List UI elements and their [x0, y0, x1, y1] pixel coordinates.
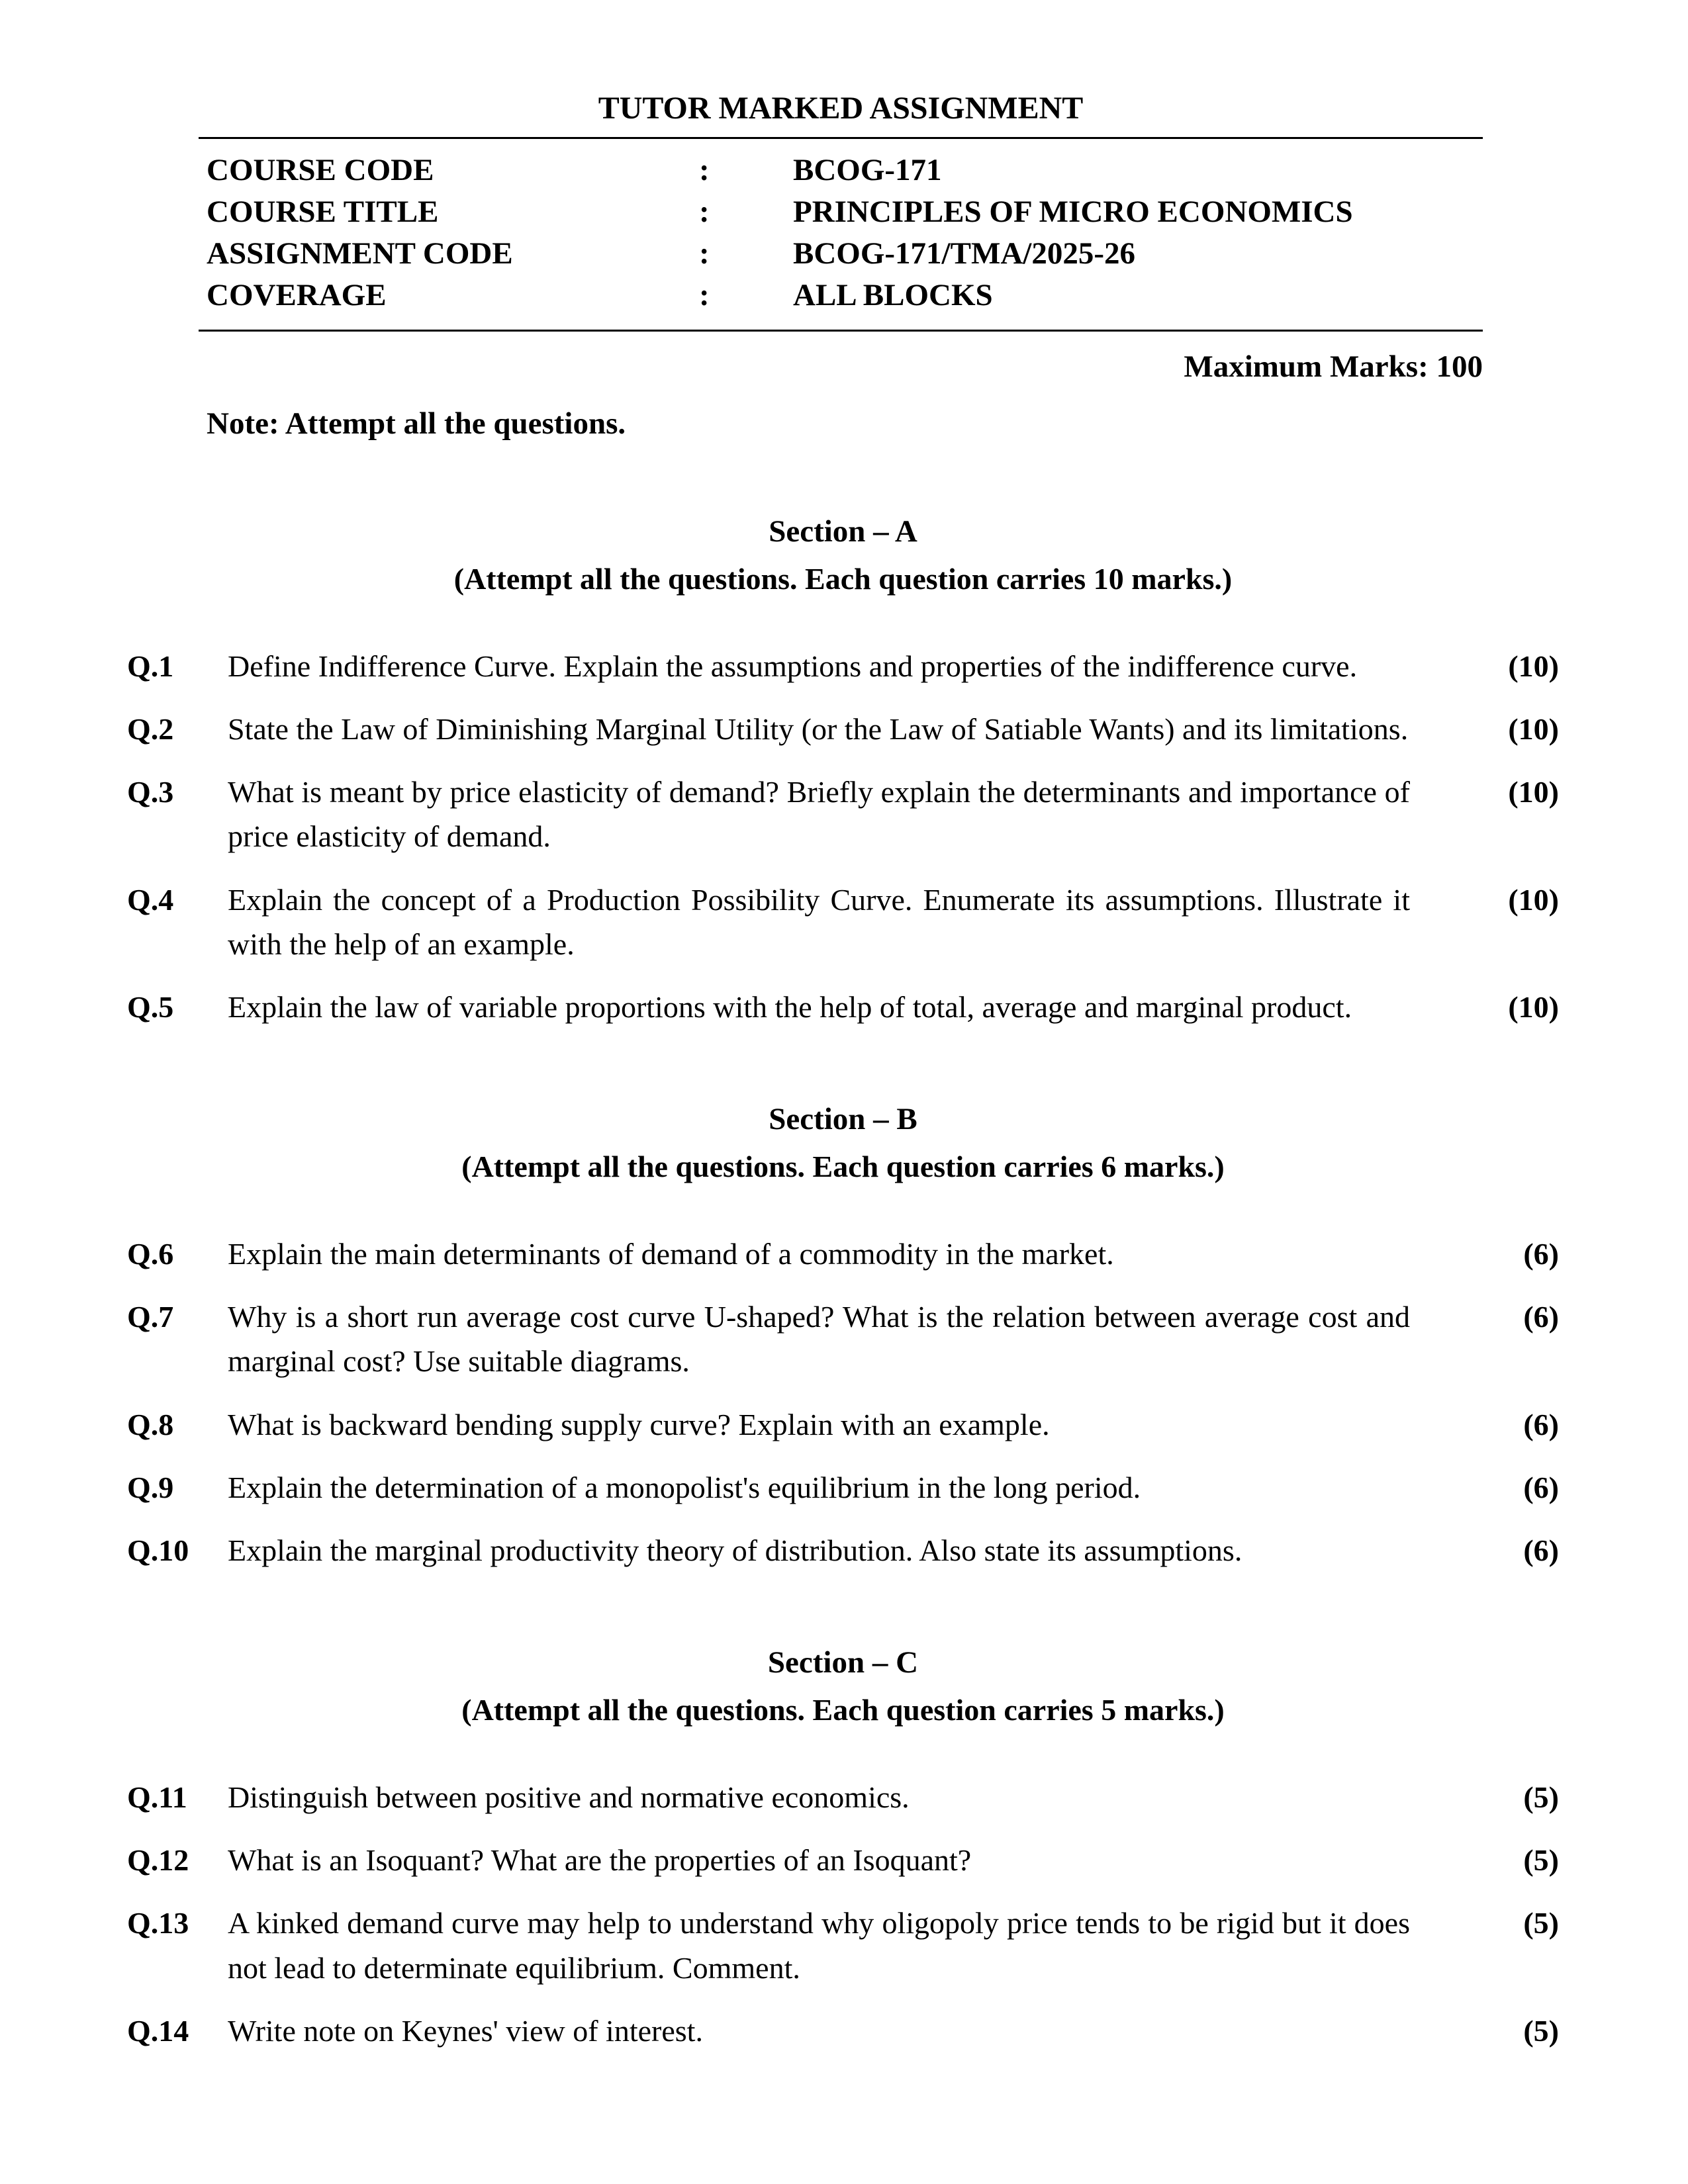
question-13-marks: (5) [1523, 1906, 1559, 1940]
question-7-text: Why is a short run average cost curve U-shaped? What is the relation between average cost and marginal cost? Use suitable diagrams. [228, 1300, 1410, 1379]
section-a [127, 513, 1559, 1029]
course-title-label: COURSE TITLE [207, 195, 439, 229]
question-1-marks: (10) [1508, 649, 1559, 683]
question-5 [127, 985, 1559, 1029]
section-a-title: Section – A [769, 514, 917, 549]
question-2-marks: (10) [1508, 712, 1559, 747]
assignment-code-separator: : [699, 236, 710, 271]
section-c-questions [127, 1775, 1559, 2053]
question-14-text: Write note on Keynes' view of interest. [228, 2013, 703, 2048]
question-10-number: Q.10 [127, 1533, 189, 1567]
attempt-note: Note: Attempt all the questions. [207, 406, 626, 441]
assignment-code-value: BCOG-171/TMA/2025-26 [793, 236, 1135, 271]
question-10-marks: (6) [1523, 1533, 1559, 1567]
course-code-separator: : [699, 153, 710, 187]
question-11 [127, 1775, 1559, 1819]
question-6-number: Q.6 [127, 1237, 174, 1271]
question-2-number: Q.2 [127, 712, 174, 747]
question-1-text: Define Indifference Curve. Explain the assumptions and properties of the indifference curve. [228, 649, 1358, 683]
question-6 [127, 1232, 1559, 1276]
question-11-text: Distinguish between positive and normative economics. [228, 1780, 910, 1815]
coverage-row [207, 275, 1483, 316]
question-3-text: What is meant by price elasticity of demand? Briefly explain the determinants and importance of price elasticity of demand. [228, 775, 1410, 854]
section-a-questions [127, 644, 1559, 1029]
question-9-number: Q.9 [127, 1470, 174, 1504]
assignment-code-row [207, 233, 1483, 275]
question-14-marks: (5) [1523, 2013, 1559, 2048]
course-title-separator: : [699, 195, 710, 229]
section-c-subtitle: (Attempt all the questions. Each question carries 5 marks.) [461, 1693, 1225, 1727]
question-1 [127, 644, 1559, 688]
question-9 [127, 1465, 1559, 1510]
question-4-text: Explain the concept of a Production Possibility Curve. Enumerate its assumptions. Illustrate it with the help of an example. [228, 882, 1410, 961]
question-14-number: Q.14 [127, 2013, 189, 2048]
question-8-text: What is backward bending supply curve? Explain with an example. [228, 1407, 1050, 1441]
question-4-marks: (10) [1508, 882, 1559, 917]
question-4-number: Q.4 [127, 882, 174, 917]
coverage-value: ALL BLOCKS [793, 278, 993, 312]
question-3-number: Q.3 [127, 775, 174, 809]
header-block [199, 89, 1483, 385]
question-3-marks: (10) [1508, 775, 1559, 809]
coverage-separator: : [699, 278, 710, 312]
course-title-value: PRINCIPLES OF MICRO ECONOMICS [793, 195, 1353, 229]
section-b-subtitle: (Attempt all the questions. Each question carries 6 marks.) [461, 1150, 1225, 1184]
coverage-label: COVERAGE [207, 278, 387, 312]
question-8 [127, 1402, 1559, 1447]
assignment-code-label: ASSIGNMENT CODE [207, 236, 513, 271]
question-11-marks: (5) [1523, 1780, 1559, 1815]
question-9-marks: (6) [1523, 1470, 1559, 1504]
course-info-table [199, 139, 1483, 330]
section-c [127, 1644, 1559, 2053]
question-7-number: Q.7 [127, 1300, 174, 1334]
section-b-title: Section – B [769, 1102, 917, 1137]
maximum-marks: Maximum Marks: 100 [1184, 349, 1483, 384]
question-2 [127, 707, 1559, 751]
question-12-text: What is an Isoquant? What are the properties of an Isoquant? [228, 1843, 972, 1878]
question-13 [127, 1901, 1559, 1989]
document-title: TUTOR MARKED ASSIGNMENT [598, 91, 1084, 126]
question-10-text: Explain the marginal productivity theory of distribution. Also state its assumptions. [228, 1533, 1243, 1567]
section-b [127, 1101, 1559, 1572]
question-12 [127, 1838, 1559, 1882]
course-code-row [207, 150, 1483, 191]
question-6-text: Explain the main determinants of demand of a commodity in the market. [228, 1237, 1114, 1271]
question-11-number: Q.11 [127, 1780, 187, 1815]
question-12-marks: (5) [1523, 1843, 1559, 1878]
question-5-marks: (10) [1508, 989, 1559, 1024]
section-b-questions [127, 1232, 1559, 1572]
course-code-label: COURSE CODE [207, 153, 434, 187]
question-9-text: Explain the determination of a monopolist's equilibrium in the long period. [228, 1470, 1141, 1504]
question-6-marks: (6) [1523, 1237, 1559, 1271]
section-a-subtitle: (Attempt all the questions. Each question carries 10 marks.) [453, 562, 1233, 596]
question-13-number: Q.13 [127, 1906, 189, 1940]
question-1-number: Q.1 [127, 649, 174, 683]
question-2-text: State the Law of Diminishing Marginal Utility (or the Law of Satiable Wants) and its limitations. [228, 712, 1409, 747]
course-title-row [207, 191, 1483, 233]
section-c-title: Section – C [767, 1645, 919, 1680]
question-8-number: Q.8 [127, 1407, 174, 1441]
course-code-value: BCOG-171 [793, 153, 942, 187]
question-10 [127, 1528, 1559, 1572]
question-5-text: Explain the law of variable proportions with the help of total, average and marginal product. [228, 989, 1352, 1024]
question-12-number: Q.12 [127, 1843, 189, 1878]
question-14 [127, 2009, 1559, 2053]
question-5-number: Q.5 [127, 989, 174, 1024]
question-7-marks: (6) [1523, 1300, 1559, 1334]
question-4 [127, 878, 1559, 966]
header-bottom-rule [199, 330, 1483, 332]
question-8-marks: (6) [1523, 1407, 1559, 1441]
question-7 [127, 1295, 1559, 1383]
question-3 [127, 770, 1559, 858]
question-13-text: A kinked demand curve may help to understand why oligopoly price tends to be rigid but it does not lead to determinate equilibrium. Comment. [228, 1906, 1410, 1985]
